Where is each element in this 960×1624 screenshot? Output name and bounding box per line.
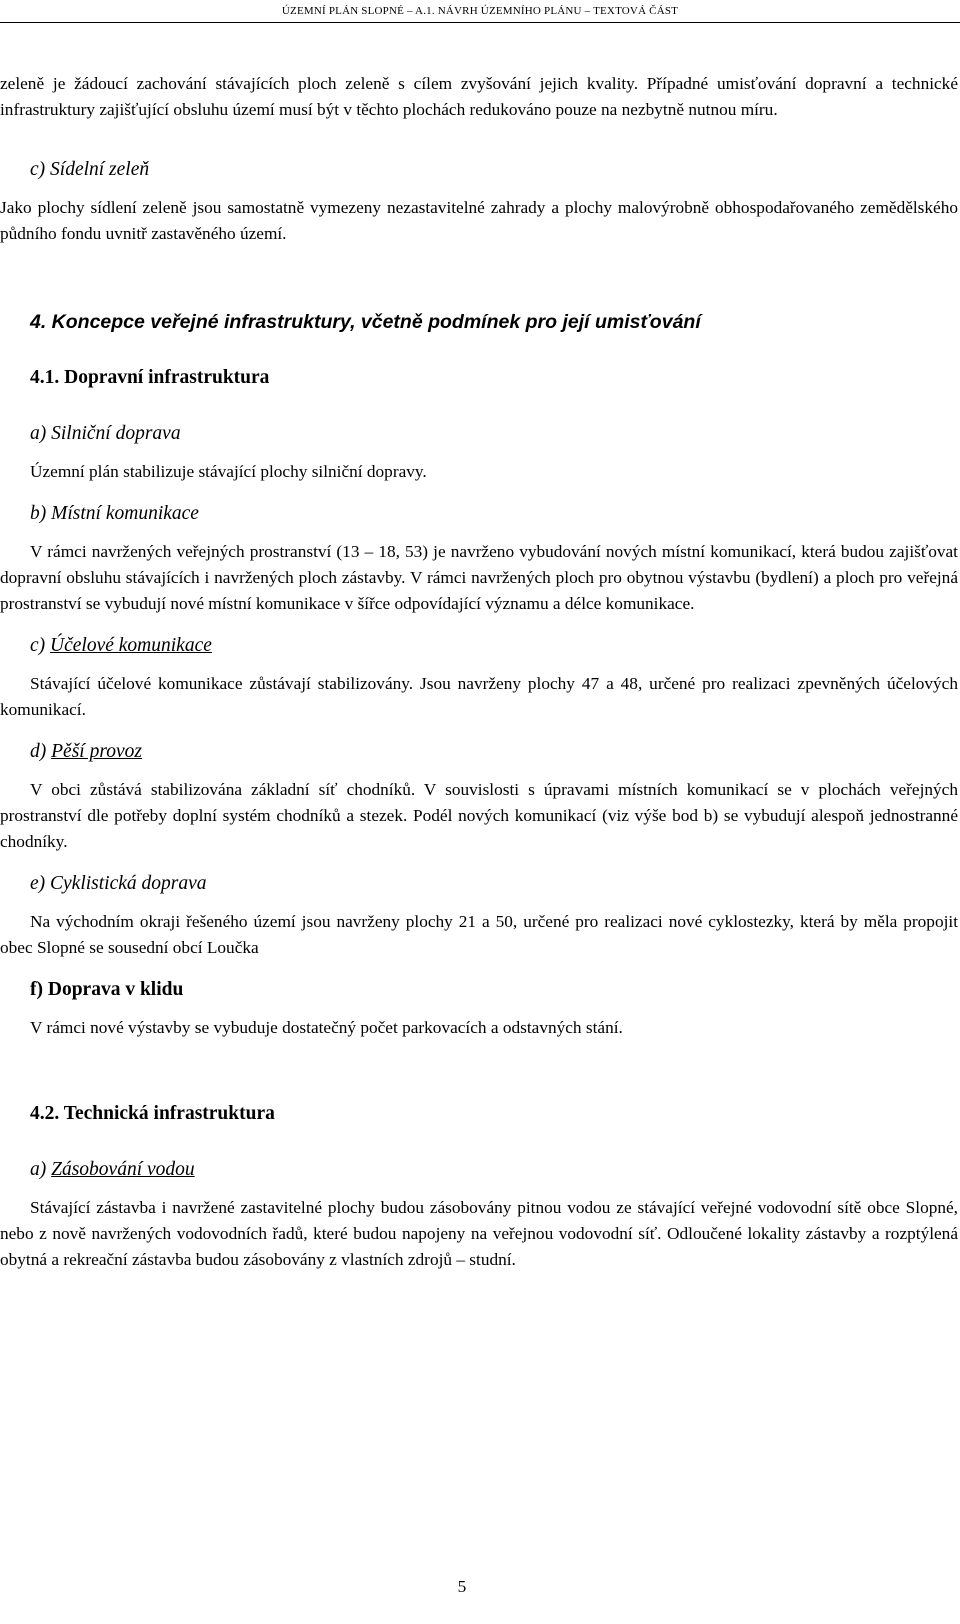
heading-prefix: c) [30,635,51,656]
zasobovani-vodou-text: Stávající zástavba i navržené zastavitelné plochy budou zásobovány pitnou vodou ze stávající veřejné vodovodní sítě obce Slopné, nebo z nově navržených vodovodních řadů, které budou napojeny na veřejnou vodovodní síť. Odloučené lokality zástavby a rozptýlená obytná a rekreační zástavba budou zásobovány z vlastních zdrojů – studní. [0,1198,958,1269]
cyklisticka-doprava-text: Na východním okraji řešeného území jsou navrženy plochy 21 a 50, určené pro realizaci nové cyklostezky, která by měla propojit obec Slopné se sousední obcí Loučka [0,912,958,957]
doprava-v-klidu-text: V rámci nové výstavby se vybuduje dostatečný počet parkovacích a odstavných stání. [30,1018,623,1037]
silnicni-doprava-text: Územní plán stabilizuje stávající plochy silniční dopravy. [30,462,427,481]
heading-pesi-provoz [0,739,958,765]
heading-sidelni-zelen: c) Sídelní zeleň [30,159,150,180]
pesi-provoz-text: V obci zůstává stabilizována základní síť chodníků. V souvislosti s úpravami místních komunikací se v plochách veřejných prostranství dle potřeby doplní systém chodníků a stezek. Podél nových komunikací (viz výše bod b) se vybudují alespoň jednostranné chodníky. [0,780,958,851]
heading-prefix: d) [30,741,52,762]
section-4-2-heading: 4.2. Technická infrastruktura [30,1103,275,1124]
sidelni-zelen-text: Jako plochy sídlení zeleně jsou samostatně vymezeny nezastavitelné zahrady a plochy malovýrobně obhospodařovaného zemědělského půdního fondu uvnitř zastavěného území. [0,198,958,243]
ucelove-komunikace-text: Stávající účelové komunikace zůstávají stabilizovány. Jsou navrženy plochy 47 a 48, určené pro realizaci zpevněných účelových komunikací. [0,674,958,719]
running-header: ÚZEMNÍ PLÁN SLOPNÉ – A.1. NÁVRH ÚZEMNÍHO PLÁNU – TEXTOVÁ ČÁST [281,5,679,17]
heading-mistni-komunikace: b) Místní komunikace [30,503,199,524]
heading-main: Pěší provoz [51,741,142,762]
heading-ucelove-komunikace [0,633,958,659]
page-number: 5 [457,1577,467,1596]
heading-main: Účelové komunikace [50,635,212,656]
section-4-1-heading: 4.1. Dopravní infrastruktura [30,367,270,388]
heading-doprava-v-klidu: f) Doprava v klidu [30,979,184,1000]
document-body [0,71,958,1273]
heading-prefix: a) [30,1159,52,1180]
header-rule [0,22,960,23]
heading-cyklisticka-doprava: e) Cyklistická doprava [30,873,207,894]
heading-silnicni-doprava: a) Silniční doprava [30,423,181,444]
heading-zasobovani-vodou [0,1157,958,1183]
chapter-4-heading: 4. Koncepce veřejné infrastruktury, včetně podmínek pro její umisťování [30,311,701,333]
intro-paragraph: zeleně je žádoucí zachování stávajících ploch zeleně s cílem zvyšování jejich kvality. Případné umisťování dopravní a technické infrastruktury zajišťující obsluhu území musí být v těchto plochách redukováno pouze na nezbytně nutnou míru. [0,74,958,119]
heading-main: Zásobování vodou [51,1159,195,1180]
mistni-komunikace-text: V rámci navržených veřejných prostranství (13 – 18, 53) je navrženo vybudování nových místní komunikací, která budou zajišťovat dopravní obsluhu stávajících i navržených ploch zástavby. V rámci navržených ploch pro obytnou výstavbu (bydlení) a ploch pro veřejná prostranství se vybudují nové místní komunikace v šířce odpovídající významu a délce komunikace. [0,542,958,613]
